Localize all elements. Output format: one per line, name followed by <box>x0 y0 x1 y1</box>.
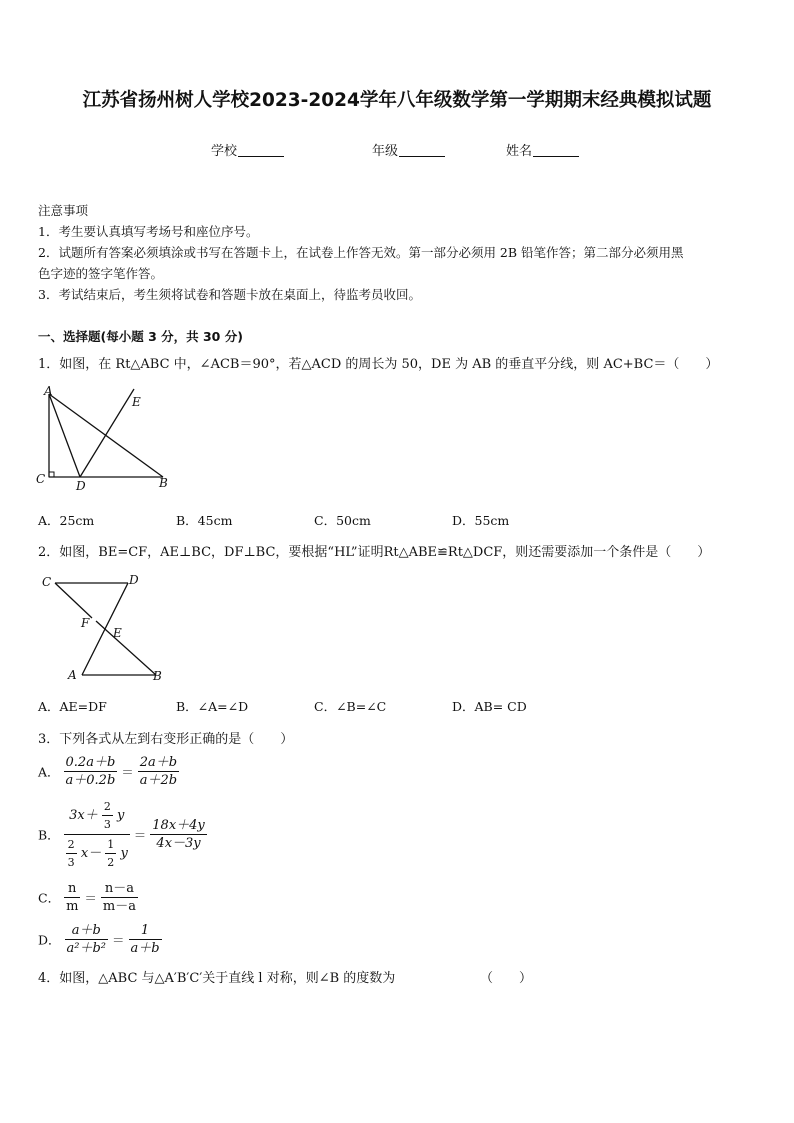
point-a-label: A <box>44 384 53 398</box>
fraction: $\frac{0.2a+b}{a+0.2b}$ <box>65 755 116 788</box>
school-blank <box>238 143 284 157</box>
point-e-label: E <box>113 626 122 640</box>
option-label: A． <box>38 764 60 780</box>
fraction: $\frac{n-a}{m-a}$ <box>102 881 136 914</box>
question-3-option-c: C． $\frac{n}{m}$ ＝ $\frac{n-a}{m-a}$ <box>38 881 136 914</box>
point-d-label: D <box>129 573 139 587</box>
question-3-option-d: D． $\frac{a+b}{\text{a²＋b²}}$ ＝ $\frac{1}{a+b}$ <box>38 923 160 956</box>
question-1-stem: 1．如图，在 Rt△ABC 中，∠ACB＝90°，若△ACD 的周长为 50，DE 为 AB 的垂直平分线，则 AC+BC＝（ ） <box>38 357 719 372</box>
question-3-stem: 3．下列各式从左到右变形正确的是（ ） <box>38 732 294 747</box>
question-2-option-c: C．∠B=∠C <box>314 699 387 714</box>
question-1-option-b: B．45cm <box>176 513 233 528</box>
grade-field <box>372 140 445 159</box>
exam-title: 江苏省扬州树人学校2023-2024学年八年级数学第一学期期末经典模拟试题 <box>82 90 712 111</box>
complex-fraction: 3x＋ $\frac{2}{3}$ y $\frac{2}{3}$ x－ $\frac{1}{2}$ y <box>64 798 130 871</box>
question-1-option-a: A．25cm <box>38 513 95 528</box>
name-blank <box>533 143 579 157</box>
question-2-stem: 2．如图，BE=CF，AE⊥BC，DF⊥BC，要根据“HL”证明Rt△ABE≌Rt△DCF，则还需要添加一个条件是（ ） <box>38 545 711 560</box>
fraction: $\frac{a+b}{\text{a²＋b²}}$ <box>66 923 107 956</box>
question-2-figure <box>30 570 180 690</box>
option-label: C． <box>38 890 61 906</box>
point-d-label: D <box>76 479 86 493</box>
note-item: 3．考试结束后，考生须将试卷和答题卡放在桌面上，待监考员收回。 <box>38 287 421 302</box>
point-a-label: A <box>68 668 77 682</box>
question-4-stem: 4．如图，△ABC 与△A′B′C′关于直线 l 对称，则∠B 的度数为 <box>38 971 396 986</box>
question-1-option-d: D．55cm <box>452 513 510 528</box>
point-c-label: C <box>36 472 46 486</box>
school-field <box>211 140 284 159</box>
note-item: 2．试题所有答案必须填涂或书写在答题卡上，在试卷上作答无效。第一部分必须用 2B 铅笔作答；第二部分必须用黑 <box>38 245 684 260</box>
option-label: D． <box>38 932 61 948</box>
note-item: 1．考生要认真填写考场号和座位序号。 <box>38 224 259 239</box>
point-f-label: F <box>81 616 90 630</box>
question-3-option-b: B． 3x＋ $\frac{2}{3}$ y $\frac{2}{3}$ x－ $\frac{1}{2}$ y ＝ $\frac{18x+4y}{4x-3y}$ <box>38 800 205 869</box>
question-1-figure <box>30 383 180 493</box>
question-2-option-b: B．∠A=∠D <box>176 699 249 714</box>
name-label: 姓名 <box>506 144 533 159</box>
question-2-option-a: A．AE=DF <box>38 699 107 714</box>
option-label: B． <box>38 827 60 843</box>
question-3-option-a: A． $\frac{0.2a+b}{a+0.2b}$ ＝ $\frac{2a+b}{a+2b}$ <box>38 755 178 788</box>
grade-blank <box>399 143 445 157</box>
school-label: 学校 <box>211 144 238 159</box>
point-e-label: E <box>132 395 141 409</box>
fraction: $\frac{18x+4y}{4x-3y}$ <box>152 818 205 851</box>
notes-heading: 注意事项 <box>38 203 89 218</box>
question-2-option-d: D．AB= CD <box>452 699 527 714</box>
fraction: $\frac{1}{a+b}$ <box>130 923 160 956</box>
grade-label: 年级 <box>372 144 399 159</box>
question-1-option-c: C．50cm <box>314 513 371 528</box>
fraction: $\frac{n}{m}$ <box>66 881 79 914</box>
point-b-label: B <box>159 476 168 490</box>
section-heading: 一、选择题(每小题 3 分，共 30 分) <box>38 329 243 344</box>
question-4-answer-paren: （ ） <box>480 971 533 986</box>
point-c-label: C <box>42 575 52 589</box>
name-field <box>506 140 579 159</box>
fraction: $\frac{2a+b}{a+2b}$ <box>139 755 178 788</box>
note-item: 色字迹的签字笔作答。 <box>38 266 164 281</box>
point-b-label: B <box>153 669 162 683</box>
